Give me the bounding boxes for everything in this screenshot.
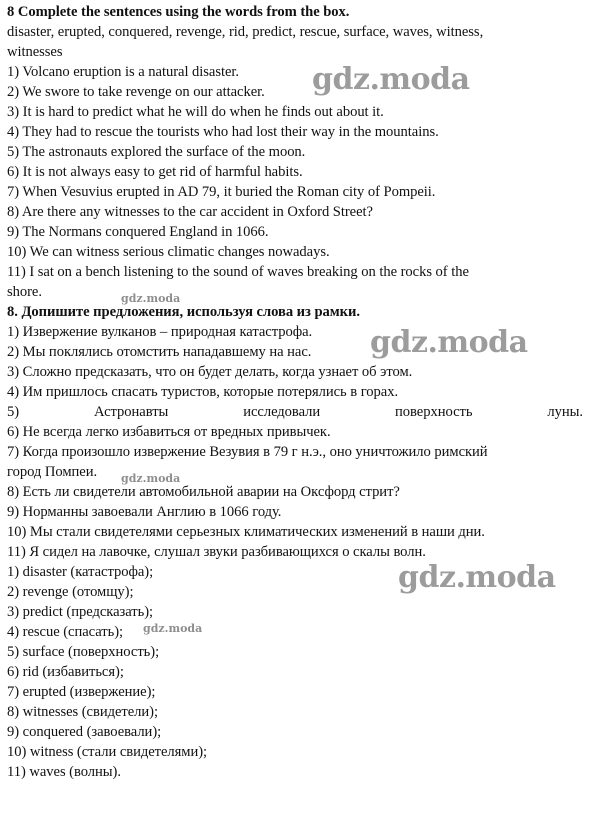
sentence-ru-5-word: 5) xyxy=(7,404,20,420)
sentence-ru-5-word: исследовали xyxy=(243,404,321,420)
sentence-en-8: 8) Are there any witnesses to the car accident in Oxford Street? xyxy=(7,204,373,220)
word-box-line-2: witnesses xyxy=(7,44,63,60)
sentence-en-5: 5) The astronauts explored the surface of the moon. xyxy=(7,144,306,160)
sentence-ru-2: 2) Мы поклялись отомстить нападавшему на нас. xyxy=(7,344,312,360)
sentence-ru-5-word: поверхность xyxy=(395,404,473,420)
vocab-item-2: 2) revenge (отомщу); xyxy=(7,584,134,600)
sentence-en-1: 1) Volcano eruption is a natural disaster. xyxy=(7,64,240,80)
sentence-ru-1: 1) Извержение вулканов – природная катастрофа. xyxy=(7,324,313,340)
sentence-en-11-cont: shore. xyxy=(7,284,42,300)
watermark: gdz.moda xyxy=(121,472,181,485)
watermark: gdz.moda xyxy=(398,560,556,595)
sentence-ru-7: 7) Когда произошло извержение Везувия в 79 г н.э., оно уничтожило римский xyxy=(7,444,488,460)
watermark: gdz.moda xyxy=(143,622,203,635)
vocab-item-6: 6) rid (избавиться); xyxy=(7,664,124,680)
watermark: gdz.moda xyxy=(370,325,528,360)
vocab-item-11: 11) waves (волны). xyxy=(7,764,121,780)
sentence-ru-5 xyxy=(7,402,583,422)
vocab-item-1: 1) disaster (катастрофа); xyxy=(7,564,154,580)
sentence-en-6: 6) It is not always easy to get rid of harmful habits. xyxy=(7,164,303,180)
sentence-ru-9: 9) Норманны завоевали Англию в 1066 году. xyxy=(7,504,282,520)
sentence-en-7: 7) When Vesuvius erupted in AD 79, it buried the Roman city of Pompeii. xyxy=(7,184,436,200)
sentence-en-2: 2) We swore to take revenge on our attacker. xyxy=(7,84,265,100)
sentence-ru-5-word: Астронавты xyxy=(93,404,169,420)
sentence-ru-8: 8) Есть ли свидетели автомобильной аварии на Оксфорд стрит? xyxy=(7,484,400,500)
sentence-en-11: 11) I sat on a bench listening to the sound of waves breaking on the rocks of the xyxy=(7,264,469,280)
vocab-item-7: 7) erupted (извержение); xyxy=(7,684,156,700)
vocab-item-10: 10) witness (стали свидетелями); xyxy=(7,744,208,760)
sentence-ru-3: 3) Сложно предсказать, что он будет делать, когда узнает об этом. xyxy=(7,364,413,380)
exercise-heading-en: 8 Complete the sentences using the words from the box. xyxy=(7,4,350,20)
vocab-item-9: 9) conquered (завоевали); xyxy=(7,724,162,740)
vocab-item-8: 8) witnesses (свидетели); xyxy=(7,704,158,720)
sentence-ru-4: 4) Им пришлось спасать туристов, которые потерялись в горах. xyxy=(7,384,399,400)
sentence-ru-6: 6) Не всегда легко избавиться от вредных привычек. xyxy=(7,424,331,440)
page-content xyxy=(7,2,591,782)
sentence-ru-11: 11) Я сидел на лавочке, слушал звуки разбивающихся о скалы волн. xyxy=(7,544,426,560)
vocab-item-3: 3) predict (предсказать); xyxy=(7,604,154,620)
sentence-en-3: 3) It is hard to predict what he will do when he finds out about it. xyxy=(7,104,384,120)
sentence-ru-10: 10) Мы стали свидетелями серьезных климатических изменений в наши дни. xyxy=(7,524,485,540)
exercise-heading-ru: 8. Допишите предложения, используя слова из рамки. xyxy=(7,304,360,320)
sentence-en-10: 10) We can witness serious climatic changes nowadays. xyxy=(7,244,330,260)
watermark: gdz.moda xyxy=(312,62,470,97)
sentence-en-9: 9) The Normans conquered England in 1066. xyxy=(7,224,269,240)
vocab-item-5: 5) surface (поверхность); xyxy=(7,644,160,660)
sentence-en-4: 4) They had to rescue the tourists who had lost their way in the mountains. xyxy=(7,124,439,140)
watermark: gdz.moda xyxy=(121,292,181,305)
sentence-ru-7-cont: город Помпеи. xyxy=(7,464,98,480)
sentence-ru-5-word: луны. xyxy=(547,404,583,420)
word-box-line-1: disaster, erupted, conquered, revenge, rid, predict, rescue, surface, waves, witness, xyxy=(7,24,484,40)
vocab-item-4: 4) rescue (спасать); xyxy=(7,624,124,640)
